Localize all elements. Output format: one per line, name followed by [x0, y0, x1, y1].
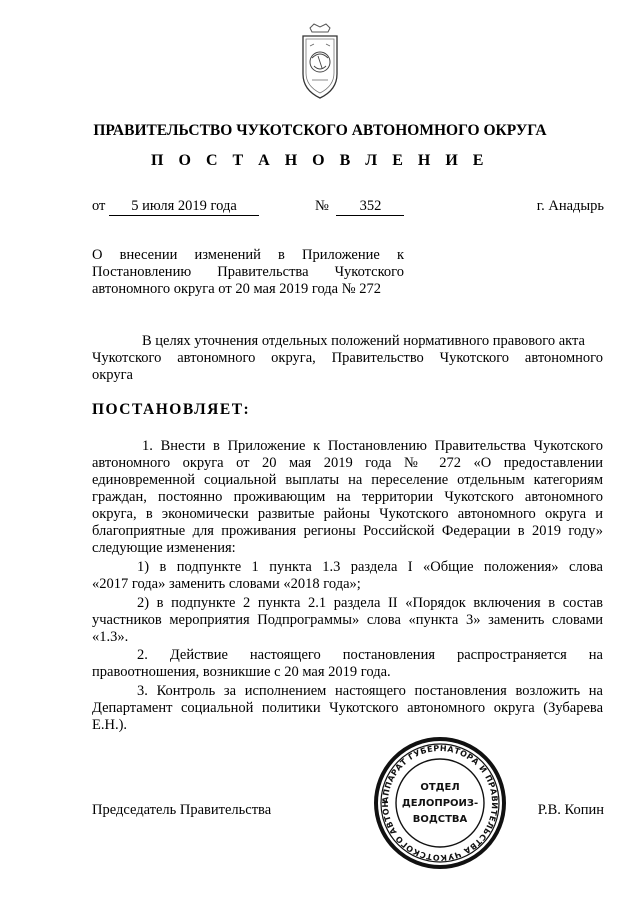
item-line: следующие изменения: — [92, 540, 236, 556]
signatory-name: Р.В. Копин — [537, 802, 604, 818]
stamp-center-line: ОТДЕЛ — [420, 782, 460, 793]
item-line: единовременной социальной выплаты на переселение отдельным категориям — [92, 472, 603, 488]
stamp-center-line: ДЕЛОПРОИЗ- — [401, 798, 479, 809]
number-value: 352 — [336, 197, 404, 216]
date-field — [92, 197, 259, 216]
government-title: ПРАВИТЕЛЬСТВО ЧУКОТСКОГО АВТОНОМНОГО ОКРУГА — [93, 122, 547, 139]
stamp-ring-text: АППАРАТ ГУБЕРНАТОРА И ПРАВИТЕЛЬСТВА ЧУКОТСКОГО АВТОН — [380, 743, 500, 863]
item-line: граждан, постоянно проживающим на территории Чукотского автономного — [92, 489, 603, 505]
signatory-position: Председатель Правительства — [92, 802, 272, 818]
date-value: 5 июля 2019 года — [109, 197, 259, 216]
item-line: автономного округа от 20 мая 2019 года № 272 «О предоставлении — [92, 455, 603, 471]
item-line: 2) в подпункте 2 пункта 2.1 раздела II «Порядок включения в состав — [137, 595, 603, 611]
item-line: участников мероприятия Подпрограммы» слова «пункта 3» заменить словами — [92, 612, 603, 628]
preamble — [92, 333, 603, 384]
item-3 — [92, 683, 603, 734]
number-prefix: № — [315, 198, 329, 214]
official-stamp — [372, 735, 508, 871]
item-line: 1) в подпункте 1 пункта 1.3 раздела I «Общие положения» слова — [137, 559, 603, 575]
preamble-line: В целях уточнения отдельных положений нормативного правового акта — [142, 333, 585, 349]
item-1-sub-1 — [92, 559, 603, 593]
item-line: Е.Н.). — [92, 717, 128, 733]
subject-line: автономного округа от 20 мая 2019 года № 272 — [92, 281, 381, 297]
subject-line: Постановлению Правительства Чукотского — [92, 264, 404, 280]
date-prefix: от — [92, 198, 106, 214]
document-subject — [92, 247, 404, 298]
resolves-heading: ПОСТАНОВЛЯЕТ: — [92, 401, 251, 418]
item-line: благоприятные для проживания регионы Российской Федерации в 2019 году» — [92, 523, 603, 539]
preamble-line: Чукотского автономного округа, Правительство Чукотского автономного — [92, 350, 603, 366]
city: г. Анадырь — [536, 198, 604, 214]
item-line: правоотношения, возникшие с 20 мая 2019 года. — [92, 664, 391, 680]
item-line: округа, в экономически развитые районы Чукотского автономного округа и — [92, 506, 603, 522]
item-line: 1. Внести в Приложение к Постановлению Правительства Чукотского — [142, 438, 603, 454]
item-1-sub-2 — [92, 595, 603, 646]
stamp-center-line: ВОДСТВА — [412, 814, 468, 825]
item-line: 3. Контроль за исполнением настоящего постановления возложить на — [137, 683, 603, 699]
item-line: 2. Действие настоящего постановления распространяется на — [137, 647, 603, 663]
item-line: «2017 года» заменить словами «2018 года»; — [92, 576, 361, 592]
preamble-line: округа — [92, 367, 133, 383]
subject-line: О внесении изменений в Приложение к — [92, 247, 404, 263]
item-1 — [92, 438, 603, 557]
item-line: «1.3». — [92, 629, 129, 645]
coat-of-arms-emblem — [300, 22, 340, 102]
item-2 — [92, 647, 603, 681]
document-type-title: П О С Т А Н О В Л Е Н И Е — [151, 152, 489, 169]
item-line: Департамент социальной политики Чукотского автономного округа (Зубарева — [92, 700, 603, 716]
number-field — [315, 197, 404, 216]
